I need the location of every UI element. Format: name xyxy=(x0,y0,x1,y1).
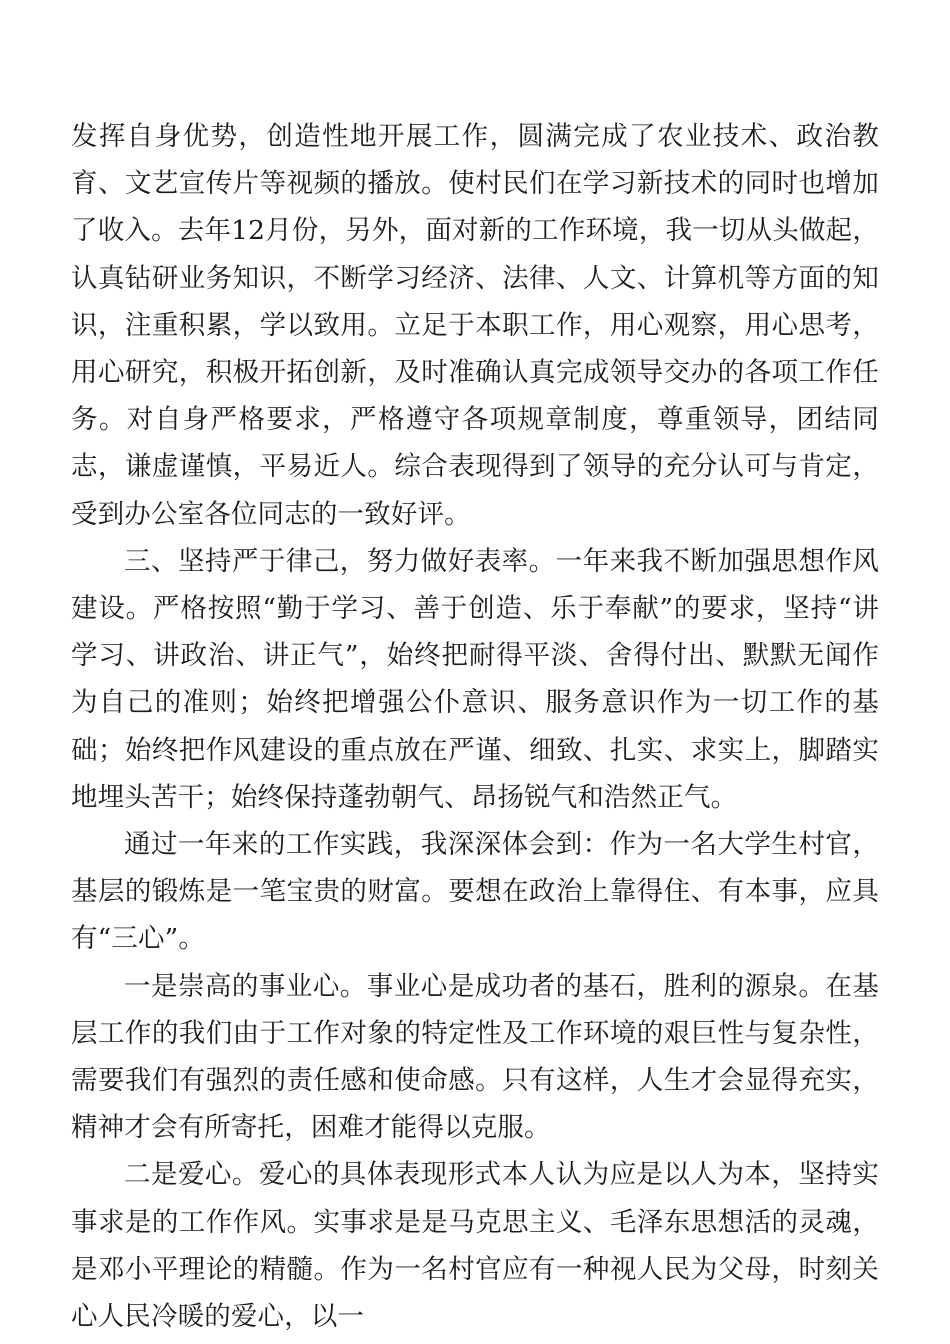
paragraph-1: 发挥自身优势，创造性地开展工作，圆满完成了农业技术、政治教育、文艺宣传片等视频的播放。使村民们在学习新技术的同时也增加了收入。去年12月份，另外，面对新的工作环境，我一切从头做起，认真钻研业务知识，不断学习经济、法律、人文、计算机等方面的知识，注重积累，学以致用。立足于本职工作，用心观察，用心思考，用心研究，积极开拓创新，及时准确认真完成领导交办的各项工作任务。对自身严格要求，严格遵守各项规章制度，尊重领导，团结同志，谦虚谨慎，平易近人。综合表现得到了领导的充分认可与肯定，受到办公室各位同志的一致好评。 xyxy=(71,121,879,530)
paragraph-4-first-point: 一是崇高的事业心。事业心是成功者的基石，胜利的源泉。在基层工作的我们由于工作对象的特定性及工作环境的艰巨性与复杂性，需要我们有强烈的责任感和使命感。只有这样，人生才会显得充实，精神才会有所寄托，困难才能得以克服。 xyxy=(71,970,879,1144)
paragraph-2-section-three: 三、坚持严于律己，努力做好表率。一年来我不断加强思想作风建设。严格按照“勤于学习、善于创造、乐于奉献”的要求，坚持“讲学习、讲政治、讲正气”，始终把耐得平淡、舍得付出、默默无闻作为自己的准则；始终把增强公仆意识、服务意识作为一切工作的基础；始终把作风建设的重点放在严谨、细致、扎实、求实上，脚踏实地埋头苦干；始终保持蓬勃朝气、昂扬锐气和浩然正气。 xyxy=(71,545,879,813)
paragraph-3-reflection: 通过一年来的工作实践，我深深体会到：作为一名大学生村官，基层的锻炼是一笔宝贵的财富。要想在政治上靠得住、有本事，应具有“三心”。 xyxy=(71,829,879,955)
paragraph-5-second-point: 二是爱心。爱心的具体表现形式本人认为应是以人为本，坚持实事求是的工作作风。实事求是是马克思主义、毛泽东思想活的灵魂，是邓小平理论的精髓。作为一名村官应有一种视人民为父母，时刻关心人民冷暖的爱心，以一 xyxy=(71,1159,879,1333)
document-text-body xyxy=(71,113,879,1340)
